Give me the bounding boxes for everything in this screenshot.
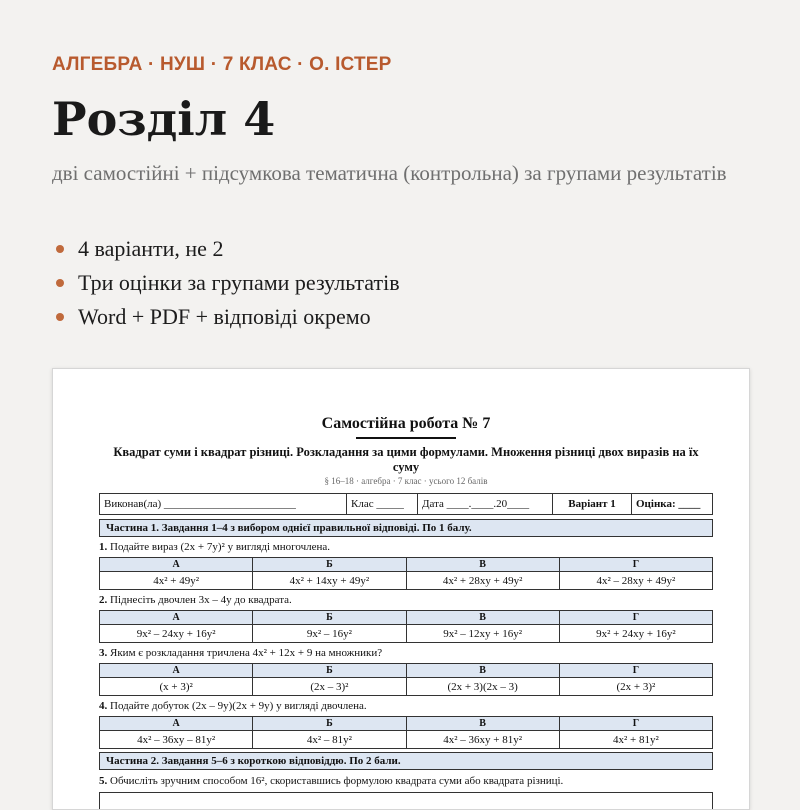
- option-value: (x + 3)²: [100, 678, 253, 696]
- option-value: 4x² + 28xy + 49y²: [406, 572, 559, 590]
- option-value: 9x² + 24xy + 16y²: [559, 625, 712, 643]
- option-letter: Б: [253, 717, 406, 731]
- option-letter: А: [100, 558, 253, 572]
- worksheet-topic: Квадрат суми і квадрат різниці. Розкладання за цими формулами. Множення різниці двох виразів на їх суму: [113, 445, 699, 474]
- option-letter: В: [406, 664, 559, 678]
- option-letter: Г: [559, 558, 712, 572]
- question-text: Яким є розкладання тричлена 4x² + 12x + 9 на множники?: [110, 647, 383, 659]
- question-number: 3.: [99, 647, 108, 659]
- worksheet-preview: [52, 368, 750, 810]
- option-letter: Г: [559, 717, 712, 731]
- option-value: 9x² – 12xy + 16y²: [406, 625, 559, 643]
- feature-item: [52, 300, 400, 334]
- feature-text: 4 варіанти, не 2: [78, 236, 224, 261]
- question-1: [99, 541, 713, 553]
- option-value: (2x – 3)²: [253, 678, 406, 696]
- option-value: 4x² + 14xy + 49y²: [253, 572, 406, 590]
- class-field: Клас _____: [347, 494, 418, 515]
- feature-list: [52, 232, 400, 334]
- option-letter: А: [100, 664, 253, 678]
- option-value: 4x² – 81y²: [253, 731, 406, 749]
- worksheet-title: Самостійна робота № 7: [321, 415, 491, 432]
- answer-options-2: [99, 610, 713, 643]
- feature-text: Три оцінки за групами результатів: [78, 270, 400, 295]
- page-subtitle: дві самостійні + підсумкова тематична (контрольна) за групами результатів: [52, 161, 727, 185]
- question-5: [99, 775, 713, 787]
- question-number: 5.: [99, 775, 108, 787]
- grade-field: Оцінка: ____: [632, 494, 713, 515]
- option-value: (2x + 3)(2x – 3): [406, 678, 559, 696]
- question-text: Подайте добуток (2x – 9y)(2x + 9y) у вигляді двочлена.: [110, 700, 367, 712]
- bullet-dot-icon: [56, 313, 64, 321]
- answer-options-1: [99, 557, 713, 590]
- answer-box: [99, 792, 713, 810]
- option-letter: Г: [559, 664, 712, 678]
- option-value: 4x² – 36xy + 81y²: [406, 731, 559, 749]
- option-letter: А: [100, 611, 253, 625]
- option-letter: В: [406, 717, 559, 731]
- question-text: Подайте вираз (2x + 7y)² у вигляді многочлена.: [110, 541, 331, 553]
- student-info-table: [99, 493, 713, 515]
- question-4: [99, 700, 713, 712]
- option-letter: А: [100, 717, 253, 731]
- part-1-header: Частина 1. Завдання 1–4 з вибором однієї правильної відповіді. По 1 балу.: [99, 519, 713, 537]
- option-letter: Б: [253, 664, 406, 678]
- option-value: 9x² – 24xy + 16y²: [100, 625, 253, 643]
- question-text: Обчисліть зручним способом 16², скориставшись формулою квадрата суми або квадрата різниці.: [110, 775, 564, 787]
- option-value: 4x² – 28xy + 49y²: [559, 572, 712, 590]
- option-value: 9x² – 16y²: [253, 625, 406, 643]
- option-value: 4x² + 81y²: [559, 731, 712, 749]
- name-field: Виконав(ла) ________________________: [100, 494, 347, 515]
- worksheet-meta: § 16–18 · алгебра · 7 клас · усього 12 балів: [324, 476, 488, 486]
- answer-options-4: [99, 716, 713, 749]
- course-kicker: АЛГЕБРА · НУШ · 7 КЛАС · О. ІСТЕР: [52, 54, 392, 75]
- title-underline: [356, 437, 456, 439]
- question-number: 4.: [99, 700, 108, 712]
- option-value: (2x + 3)²: [559, 678, 712, 696]
- feature-item: [52, 266, 400, 300]
- part-2-header: Частина 2. Завдання 5–6 з короткою відповіддю. По 2 бали.: [99, 752, 713, 770]
- page-title: Розділ 4: [52, 92, 276, 146]
- option-letter: Б: [253, 611, 406, 625]
- option-value: 4x² – 36xy – 81y²: [100, 731, 253, 749]
- question-number: 1.: [99, 541, 108, 553]
- bullet-dot-icon: [56, 245, 64, 253]
- feature-text: Word + PDF + відповіді окремо: [78, 304, 371, 329]
- option-letter: В: [406, 611, 559, 625]
- bullet-dot-icon: [56, 279, 64, 287]
- answer-options-3: [99, 663, 713, 696]
- option-value: 4x² + 49y²: [100, 572, 253, 590]
- feature-item: [52, 232, 400, 266]
- date-field: Дата ____.____.20____: [418, 494, 553, 515]
- variant-label: Варіант 1: [553, 494, 632, 515]
- question-2: [99, 594, 713, 606]
- question-3: [99, 647, 713, 659]
- option-letter: В: [406, 558, 559, 572]
- question-number: 2.: [99, 594, 108, 606]
- option-letter: Г: [559, 611, 712, 625]
- option-letter: Б: [253, 558, 406, 572]
- question-text: Піднесіть двочлен 3x – 4y до квадрата.: [110, 594, 292, 606]
